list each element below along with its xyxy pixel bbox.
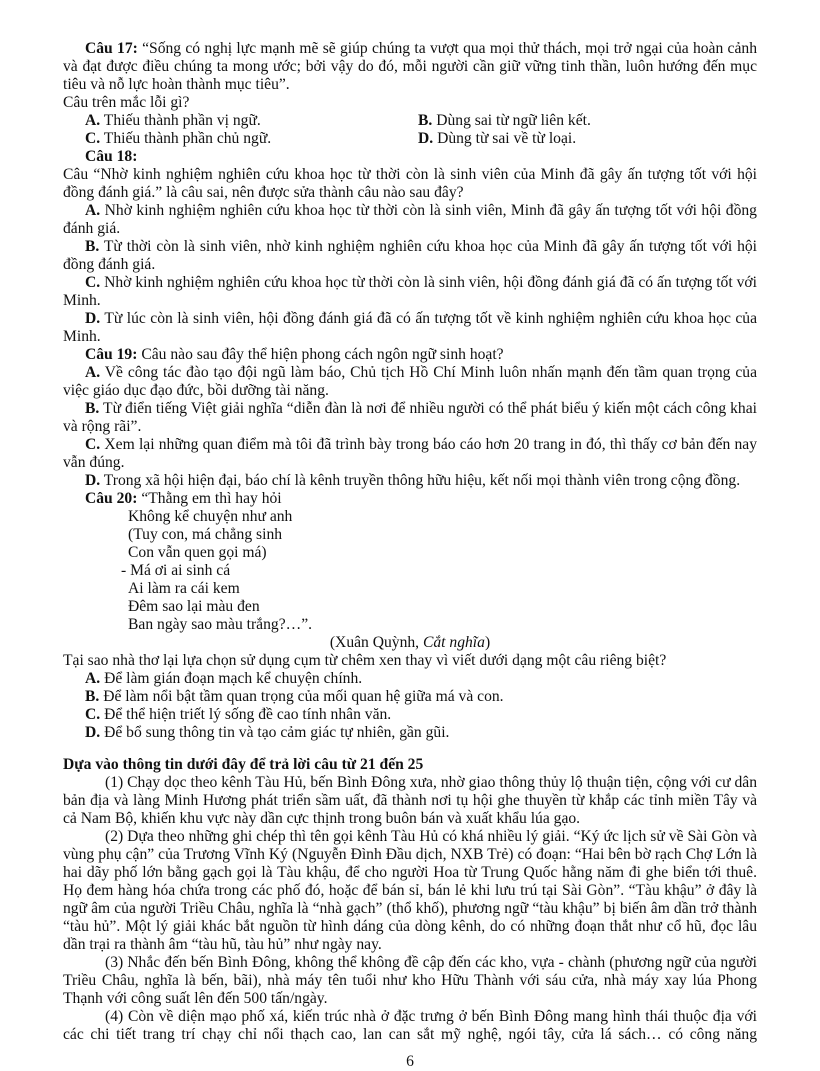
option-c-label: C. [85,436,101,453]
question-20-option-a [63,670,757,688]
option-d-text: Từ lúc còn là sinh viên, hội đồng đánh giá đã có ấn tượng tốt về kinh nghiệm nghiên cứu khoa học của Minh. [63,310,758,345]
question-18-option-d [63,310,757,346]
question-17-prompt: Câu trên mắc lỗi gì? [63,94,190,111]
question-20-option-c [63,706,757,724]
option-b-text: Để làm nổi bật tầm quan trọng của mối quan hệ giữa má và con. [103,688,504,705]
poem-line: Đêm sao lại màu đen [128,598,260,615]
poem-line: Không kể chuyện như anh [128,508,293,525]
option-d-label: D. [85,310,101,327]
option-c-text: Để thể hiện triết lý sống đề cao tính nhân văn. [104,706,392,723]
question-19 [63,346,757,490]
question-19-option-b [63,400,757,436]
poem-attribution [63,634,757,652]
option-c-text: Nhờ kinh nghiệm nghiên cứu khoa học từ thời còn là sinh viên, hội đồng đánh giá đã có ấn tượng tốt với Minh. [63,274,757,309]
option-b-label: B. [85,688,100,705]
passage-21-25 [63,756,757,1044]
option-a-label: A. [85,112,101,129]
question-17-option-c [63,130,418,148]
question-18-option-b [63,238,757,274]
option-c-label: C. [85,274,101,291]
attribution-work-title: Cắt nghĩa [422,634,485,651]
question-17 [63,40,757,148]
question-17-heading [63,40,757,94]
question-20-heading [63,490,757,508]
option-d-text: Dùng từ sai về từ loại. [437,130,577,147]
option-c-text: Xem lại những quan điểm mà tôi đã trình bày trong báo cáo hơn 20 trang in đó, thì thấy cơ bản đến nay vẫn đúng. [63,436,758,471]
page-number: 6 [406,1053,414,1070]
question-18-heading [63,148,757,166]
question-20-option-b [63,688,757,706]
option-a-label: A. [85,364,101,381]
question-17-option-b [418,112,757,130]
question-18-option-c [63,274,757,310]
question-20-option-d [63,724,757,742]
option-c-label: C. [85,706,101,723]
option-c-label: C. [85,130,101,147]
question-19-option-c [63,436,757,472]
poem-line: Ban ngày sao màu trắng?…”. [128,616,313,633]
question-20-poem [121,508,757,634]
option-c-text: Thiếu thành phần chủ ngữ. [103,130,272,147]
passage-paragraph-2: (2) Dựa theo những ghi chép thì tên gọi kênh Tàu Hủ có khá nhiều lý giải. “Ký ức lịch sử về Sài Gòn và vùng phụ cận” của Trương Vĩnh Ký (Nguyễn Đình Đầu dịch, NXB Trẻ) có đoạn: “Hai bên bờ rạch Chợ Lớn là hai dãy phố lớn bằng gạch gọi là Tàu khậu, để cho người Hoa từ Trung Quốc hằng năm đi ghe biển tới thuê. Họ đem hàng hóa chứa trong các phố đó, hoặc để bán sỉ, bán lẻ khi lưu trú tại Sài Gòn”. “Tàu khậu” ở đây là ngữ âm của người Triều Châu, nghĩa là “nhà gạch” (thổ khố), phương ngữ “tàu khậu” bị biến âm dần trở thành “tàu hủ”. Một lý giải khác bắt nguồn từ hình dáng của dòng kênh, do có những đoạn thắt như cổ hũ, đọc lâu dần trại ra thành âm “tàu hũ, tàu hủ” như ngày nay. [63,828,757,953]
option-d-text: Để bổ sung thông tin và tạo cảm giác tự nhiên, gần gũi. [104,724,450,741]
option-a-text: Để làm gián đoạn mạch kể chuyện chính. [104,670,363,687]
option-d-label: D. [85,472,101,489]
question-19-option-a [63,364,757,400]
question-18-number: Câu 18: [85,148,138,165]
question-17-number: Câu 17: [85,40,138,57]
page-footer [63,1053,757,1071]
option-a-text: Về công tác đào tạo đội ngũ làm báo, Chủ tịch Hồ Chí Minh luôn nhấn mạnh đến tầm quan trọng của việc giáo dục đạo đức, bồi dưỡng tài năng. [63,364,757,399]
question-20-number: Câu 20: [85,490,138,507]
question-20-prompt: Tại sao nhà thơ lại lựa chọn sử dụng cụm từ chêm xen thay vì viết dưới dạng một câu riêng biệt? [63,652,667,669]
question-19-stem: Câu nào sau đây thể hiện phong cách ngôn ngữ sinh hoạt? [141,346,504,363]
option-a-text: Thiếu thành phần vị ngữ. [103,112,261,129]
question-19-heading [63,346,757,364]
poem-line: (Tuy con, má chẳng sinh [128,526,283,543]
option-b-text: Từ thời còn là sinh viên, nhờ kinh nghiệm nghiên cứu khoa học của Minh đã gây ấn tượng tốt với hội đồng đánh giá. [63,238,757,273]
option-d-text: Trong xã hội hiện đại, báo chí là kênh truyền thông hữu hiệu, kết nối mọi thành viên trong cộng đồng. [103,472,741,489]
question-20-poem-line-1: “Thằng em thì hay hỏi [141,490,282,507]
attribution-close: ) [484,634,491,651]
question-19-option-d [63,472,757,490]
question-18 [63,148,757,346]
question-18-stem: Câu “Nhờ kinh nghiệm nghiên cứu khoa học từ thời còn là sinh viên của Minh đã gây ấn tượng tốt với hội đồng đánh giá.” là câu sai, nên được sửa thành câu nào sau đây? [63,166,757,201]
option-d-label: D. [85,724,101,741]
poem-line: - Má ơi ai sinh cá [121,562,231,579]
attribution-author: (Xuân Quỳnh, [329,634,423,651]
option-b-label: B. [418,112,433,129]
question-17-option-a [63,112,418,130]
passage-paragraph-3: (3) Nhắc đến bến Bình Đông, không thể không đề cập đến các kho, vựa - chành (phương ngữ của người Triều Châu, nghĩa là bến, bãi), nhà máy tên tuổi như kho Hữu Thành với sáu cửa, nhà máy xay lúa Phong Thạnh với công suất lên đến 500 tấn/ngày. [63,954,757,1007]
poem-line: Con vẫn quen gọi má) [128,544,267,561]
question-18-option-a [63,202,757,238]
poem-line: Ai làm ra cái kem [128,580,240,597]
option-a-text: Nhờ kinh nghiệm nghiên cứu khoa học từ thời còn là sinh viên, Minh đã gây ấn tượng tốt với hội đồng đánh giá. [63,202,757,237]
question-19-number: Câu 19: [85,346,138,363]
option-b-label: B. [85,400,100,417]
passage-paragraph-4: (4) Còn về diện mạo phố xá, kiến trúc nhà ở đặc trưng ở bến Bình Đông mang hình thái thuộc địa với các chi tiết trang trí chạy chỉ nổi thạch cao, lan can sắt mỹ nghệ, ngói tây, cửa lá sách… có công năng [63,1008,757,1043]
question-17-options-row-1 [63,112,757,130]
passage-paragraph-1: (1) Chạy dọc theo kênh Tàu Hủ, bến Bình Đông xưa, nhờ giao thông thủy lộ thuận tiện, cộng với cư dân bản địa và làng Minh Hương phát triển sầm uất, đã thành nơi tụ hội ghe thuyền từ khắp các tỉnh miền Tây và cả Nam Bộ, khiến khu vực này dần cực thịnh trong buôn bán và xuất khẩu lúa gạo. [63,774,757,827]
option-b-text: Từ điển tiếng Việt giải nghĩa “diễn đàn là nơi để nhiều người có thể phát biểu ý kiến một cách công khai và rộng rãi”. [63,400,757,435]
passage-heading: Dựa vào thông tin dưới đây để trả lời câu từ 21 đến 25 [63,756,424,773]
option-d-label: D. [418,130,434,147]
option-a-label: A. [85,202,101,219]
option-b-label: B. [85,238,100,255]
question-17-option-d [418,130,757,148]
question-17-options-row-2 [63,130,757,148]
question-17-stem: “Sống có nghị lực mạnh mẽ sẽ giúp chúng ta vượt qua mọi thử thách, mọi trở ngại của hoàn cảnh và đạt được điều chúng ta mong ước; bởi vậy do đó, mỗi người cần giữ vững tinh thần, luôn hướng đến mục tiêu và nỗ lực hoàn thành mục tiêu”. [63,40,757,93]
option-b-text: Dùng sai từ ngữ liên kết. [436,112,591,129]
question-20 [63,490,757,742]
option-a-label: A. [85,670,101,687]
